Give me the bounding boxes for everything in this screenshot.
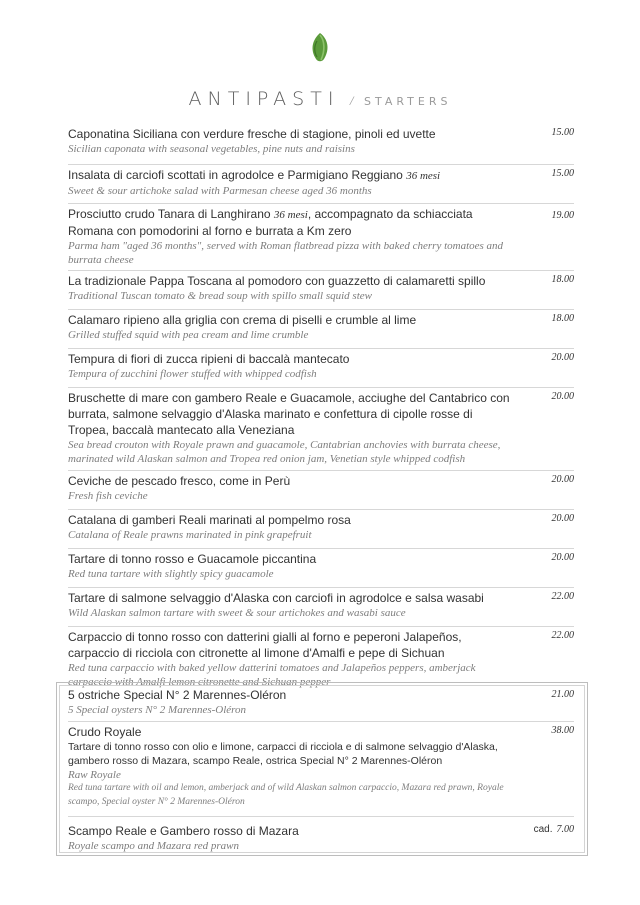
dish-name: 5 ostriche Special N° 2 Marennes-Oléron [68, 688, 287, 702]
dish-name: Tempura di fiori di zucca ripieni di baccalà mantecato [68, 352, 350, 366]
menu-item [68, 686, 574, 722]
dish-name: Insalata di carciofi scottati in agrodolce e Parmigiano Reggiano 36 mesi [68, 168, 441, 182]
dish-price: 15.00 [551, 168, 574, 179]
starters-list [68, 124, 574, 693]
menu-item [68, 388, 574, 471]
dish-price: 22.00 [551, 630, 574, 641]
menu-item [68, 310, 574, 349]
dish-name: Tartare di tonno rosso e Guacamole piccantina [68, 552, 317, 566]
price-prefix: cad. [533, 824, 553, 835]
dish-price: 38.00 [551, 725, 574, 736]
section-title-separator: / [349, 93, 354, 108]
dish-name: Ceviche de pescado fresco, come in Perù [68, 474, 291, 488]
dish-name: Carpaccio di tonno rosso con datterini gialli al forno e peperoni Jalapeños, carpaccio di ricciola con citronette al limone d'Amalfi e pepe di Sichuan [68, 630, 462, 660]
dish-translation: Red tuna carpaccio with baked yellow datterini tomatoes and Jalapeños peppers, amberjack carpaccio with Amalfi lemon citronette and Sichuan pepper [68, 662, 476, 688]
section-title [0, 88, 640, 110]
dish-translation: Grilled stuffed squid with pea cream and lime crumble [68, 329, 309, 341]
dish-price: 20.00 [551, 513, 574, 524]
menu-item [68, 549, 574, 588]
dish-name: Calamaro ripieno alla griglia con crema di piselli e crumble al lime [68, 313, 417, 327]
dish-translation-detail: Red tuna tartare with oil and lemon, amberjack and of wild Alaskan salmon carpaccio, Mazara red prawn, Royale scampo, Special oyster N° 2 Marennes-Oléron [68, 783, 504, 807]
dish-price: 20.00 [551, 391, 574, 402]
dish-price: 20.00 [551, 474, 574, 485]
dish-translation: Raw Royale [68, 769, 121, 781]
menu-item [68, 349, 574, 388]
section-title-main: ANTIPASTI [188, 88, 340, 110]
dish-price: 20.00 [551, 552, 574, 563]
dish-name: Tartare di salmone selvaggio d'Alaska con carciofi in agrodolce e salsa wasabi [68, 591, 484, 605]
menu-item [68, 271, 574, 310]
dish-name: Scampo Reale e Gambero rosso di Mazara [68, 824, 299, 838]
dish-name: Caponatina Siciliana con verdure fresche di stagione, pinoli ed uvette [68, 127, 436, 141]
menu-item [68, 471, 574, 510]
dish-translation: Royale scampo and Mazara red prawn [68, 840, 239, 852]
dish-detail: Tartare di tonno rosso con olio e limone, carpacci di ricciola e di salmone selvaggio d'Alaska, gambero rosso di Mazara, scampo Reale, ostrica Special N° 2 Marennes-Oléron [68, 741, 498, 767]
dish-translation: Sweet & sour artichoke salad with Parmesan cheese aged 36 months [68, 185, 372, 197]
dish-translation: 5 Special oysters N° 2 Marennes-Oléron [68, 704, 247, 716]
dish-aging-note: 36 mesi [406, 170, 441, 182]
dish-translation: Sicilian caponata with seasonal vegetables, pine nuts and raisins [68, 143, 355, 155]
dish-price: 22.00 [551, 591, 574, 602]
menu-item [68, 124, 574, 165]
dish-translation: Traditional Tuscan tomato & bread soup with spillo small squid stew [68, 290, 372, 302]
raw-bar-list [68, 686, 574, 859]
section-title-sub: STARTERS [363, 95, 452, 108]
menu-item [68, 722, 574, 817]
dish-name: Catalana di gamberi Reali marinati al pompelmo rosa [68, 513, 351, 527]
dish-translation: Sea bread crouton with Royale prawn and guacamole, Cantabrian anchovies with burrata cheese, marinated wild Alaskan salmon and Tropea red onion jam, Venetian style whipped codfish [68, 439, 501, 465]
dish-translation: Red tuna tartare with slightly spicy guacamole [68, 568, 274, 580]
dish-aging-note: 36 mesi [273, 209, 308, 221]
dish-price: 18.00 [551, 274, 574, 285]
dish-translation: Wild Alaskan salmon tartare with sweet & sour artichokes and wasabi sauce [68, 607, 406, 619]
menu-item [68, 588, 574, 627]
menu-item [68, 510, 574, 549]
dish-price: 15.00 [551, 127, 574, 138]
menu-item [68, 204, 574, 271]
dish-translation: Catalana of Reale prawns marinated in pink grapefruit [68, 529, 312, 541]
menu-item [68, 165, 574, 204]
leaf-logo-icon [308, 32, 332, 64]
dish-price: 20.00 [551, 352, 574, 363]
dish-price: 21.00 [551, 689, 574, 700]
dish-name: Bruschette di mare con gambero Reale e Guacamole, acciughe del Cantabrico con burrata, salmone selvaggio d'Alaska marinato e confettura di cipolle rosse di Tropea, baccalà mantecato alla Veneziana [68, 391, 510, 437]
dish-translation: Parma ham "aged 36 months", served with Roman flatbread pizza with baked cherry tomatoes and burrata cheese [68, 240, 504, 266]
menu-item [68, 817, 574, 859]
dish-translation: Fresh fish ceviche [68, 490, 148, 502]
dish-name: Crudo Royale [68, 725, 142, 739]
dish-name: Prosciutto crudo Tanara di Langhirano 36 mesi, accompagnato da schiacciata Romana con pomodorini al forno e burrata a Km zero [68, 207, 473, 238]
dish-translation: Tempura of zucchini flower stuffed with whipped codfish [68, 368, 317, 380]
dish-price: 18.00 [551, 313, 574, 324]
dish-name: La tradizionale Pappa Toscana al pomodoro con guazzetto di calamaretti spillo [68, 274, 486, 288]
dish-price: 19.00 [551, 210, 574, 221]
dish-price: cad. 7.00 [533, 824, 574, 835]
